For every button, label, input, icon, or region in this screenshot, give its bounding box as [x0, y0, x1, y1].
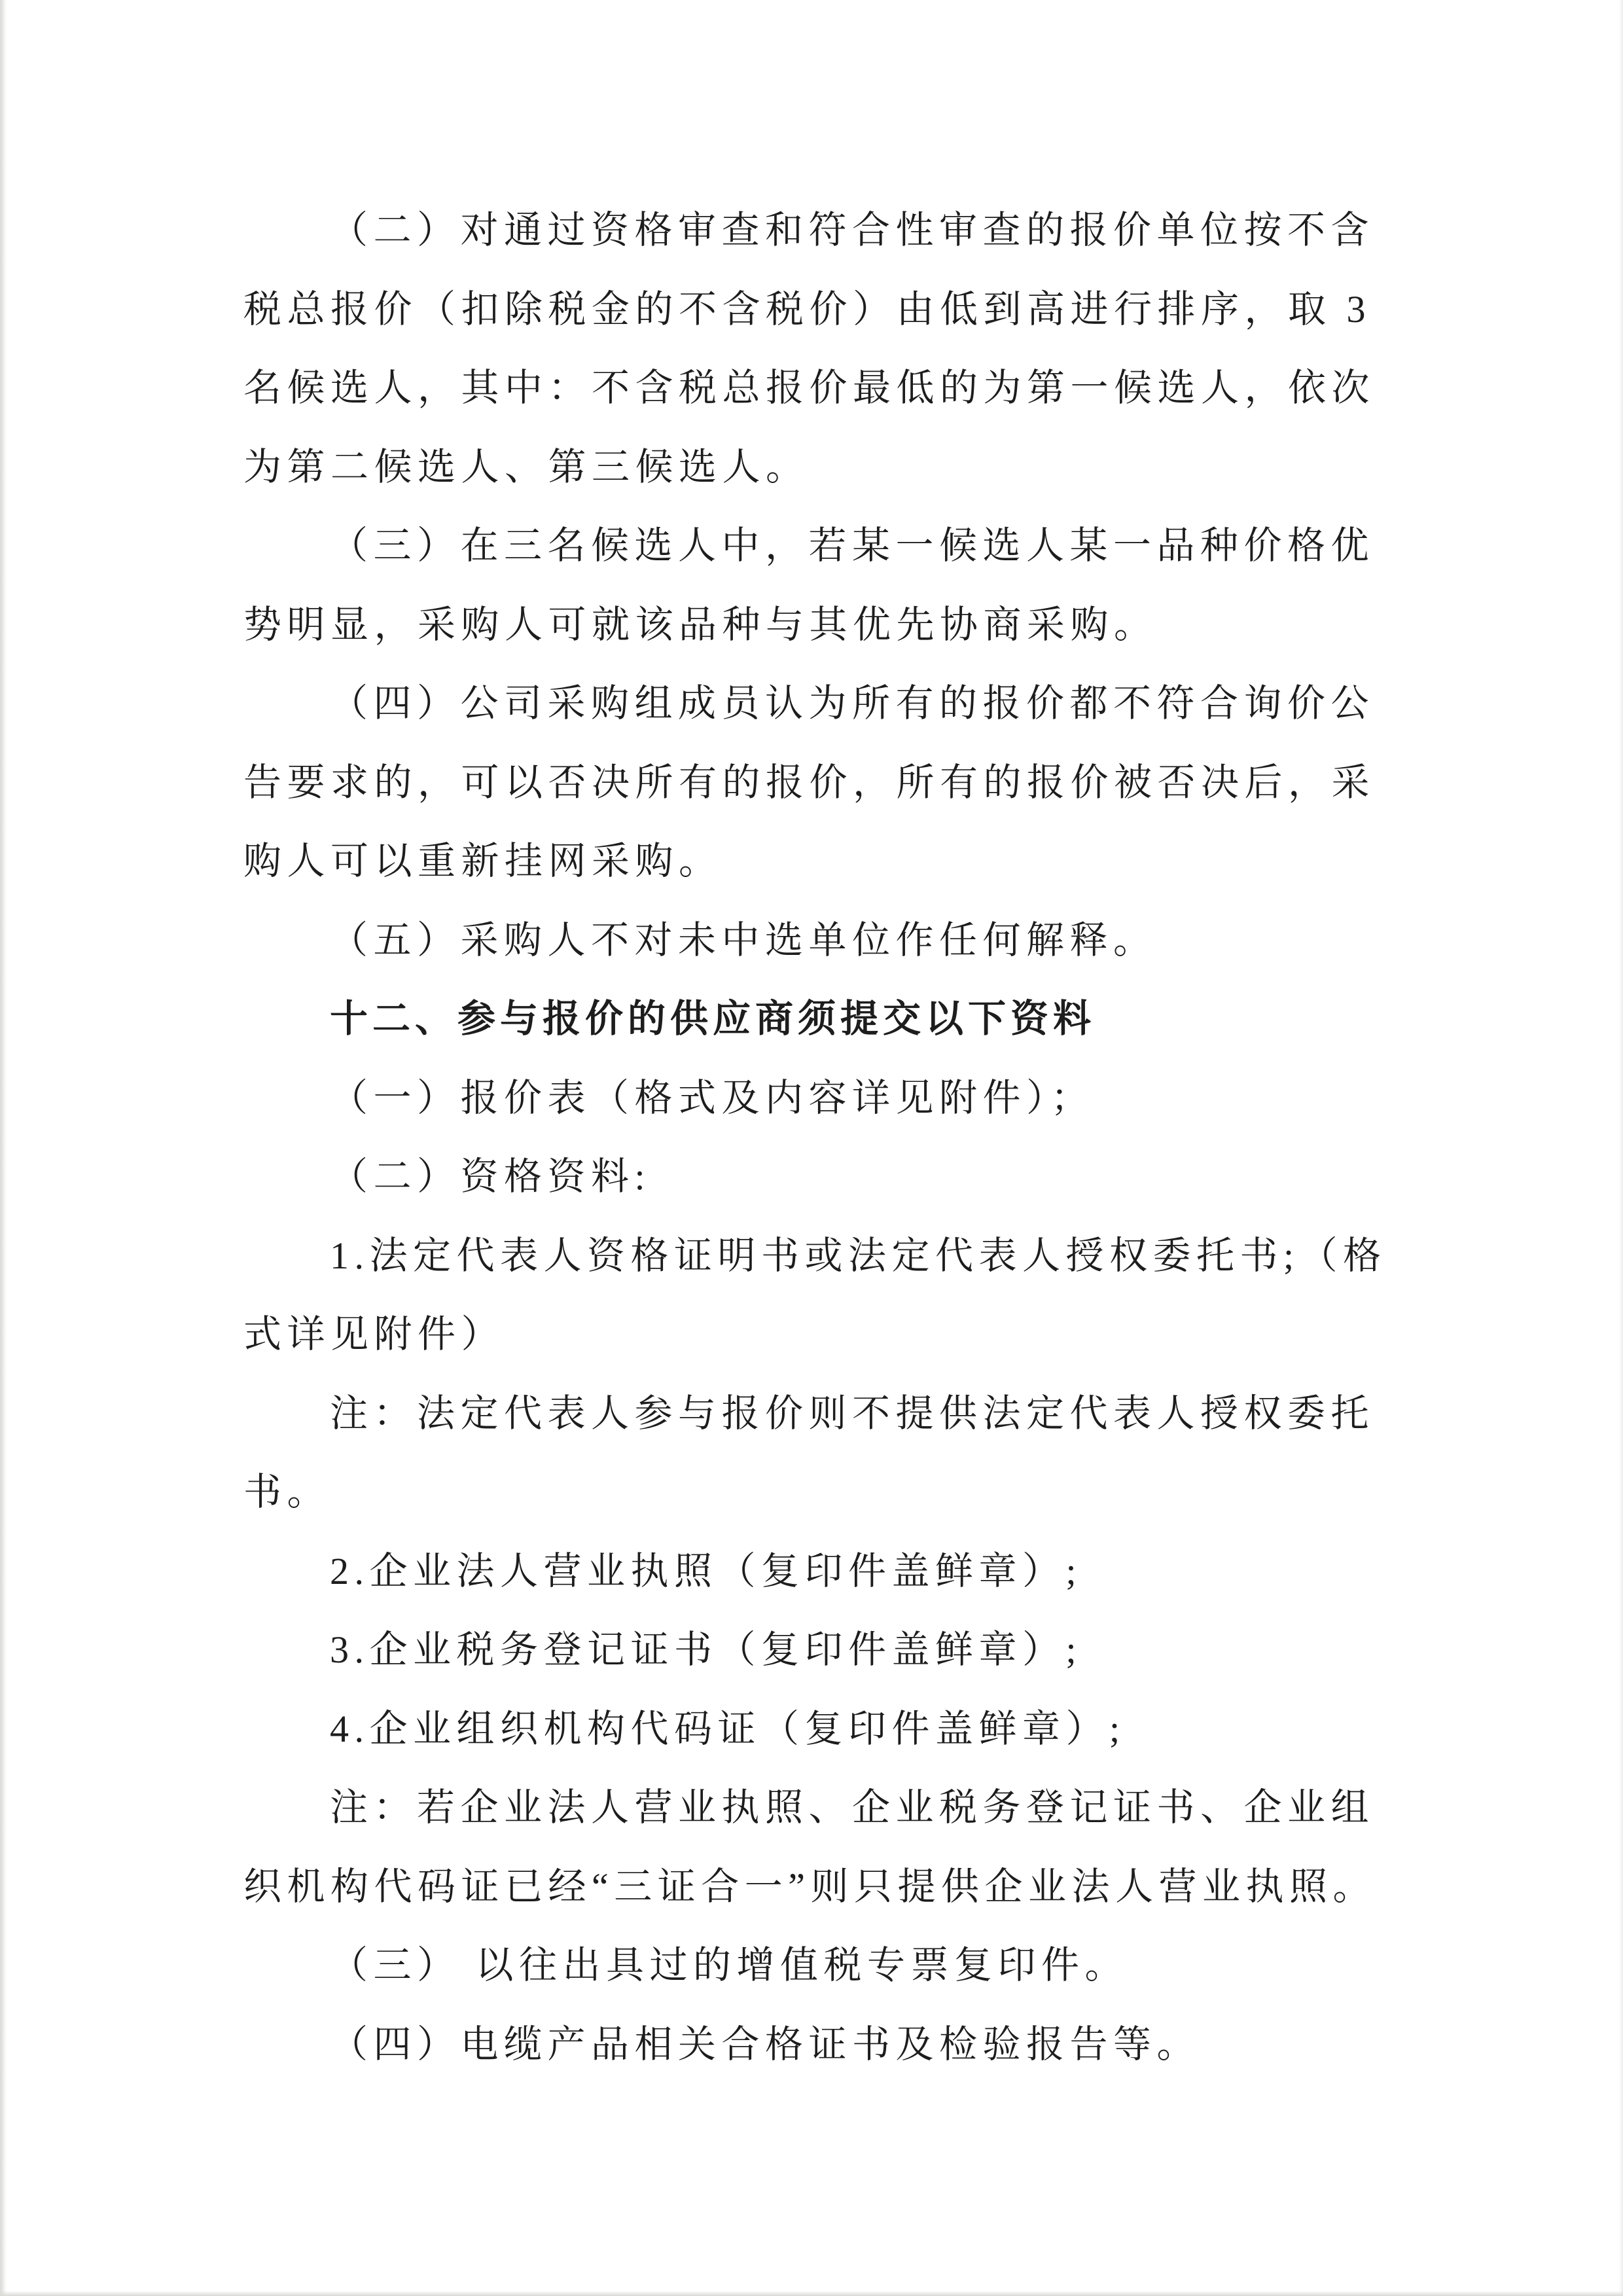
text-line: 为第二候选人、第三候选人。 — [243, 445, 810, 488]
text-line: 税总报价（扣除税金的不含税价）由低到高进行排序，取 3 — [243, 287, 1372, 331]
text-line: 势明显，采购人可就该品种与其优先协商采购。 — [243, 603, 1158, 646]
text-line: （一）报价表（格式及内容详见附件）； — [330, 1076, 1095, 1119]
text-line: 织机构代码证已经“三证合一”则只提供企业法人营业执照。 — [243, 1865, 1376, 1908]
text-line: （五）采购人不对未中选单位作任何解释。 — [330, 918, 1157, 961]
text-line: （二）对通过资格审查和符合性审查的报价单位按不含 — [330, 209, 1375, 251]
text-line: 书。 — [243, 1471, 331, 1513]
text-line: （三）在三名候选人中，若某一候选人某一品种价格优 — [330, 524, 1375, 567]
scan-edge-right — [1619, 0, 1623, 2296]
text-line: 告要求的，可以否决所有的报价，所有的报价被否决后，采 — [243, 761, 1376, 804]
text-line: 名候选人，其中：不含税总报价最低的为第一候选人，依次 — [243, 367, 1376, 409]
scan-edge-bottom — [0, 2291, 1623, 2296]
text-line: 购人可以重新挂网采购。 — [243, 840, 722, 882]
text-line: （三） 以往出具过的增值税专票复印件。 — [330, 1944, 1129, 1986]
text-line: 注：若企业法人营业执照、企业税务登记证书、企业组 — [330, 1786, 1375, 1829]
scan-edge-left — [0, 0, 7, 2296]
text-line: （四）公司采购组成员认为所有的报价都不符合询价公 — [330, 682, 1375, 725]
text-line: （二）资格资料: — [330, 1155, 651, 1198]
text-line: 2.企业法人营业执照（复印件盖鲜章）; — [330, 1549, 1082, 1592]
text-line: 1.法定代表人资格证明书或法定代表人授权委托书;（格 — [330, 1234, 1387, 1277]
text-line: 3.企业税务登记证书（复印件盖鲜章）; — [330, 1628, 1082, 1671]
document-body — [243, 191, 1387, 2084]
text-line: 式详见附件） — [243, 1313, 505, 1355]
text-line: （四）电缆产品相关合格证书及检验报告等。 — [330, 2022, 1201, 2066]
text-line: 4.企业组织机构代码证（复印件盖鲜章）; — [330, 1707, 1126, 1750]
section-heading: 十二、参与报价的供应商须提交以下资料 — [330, 997, 1096, 1040]
text-line: 注：法定代表人参与报价则不提供法定代表人授权委托 — [330, 1391, 1375, 1435]
